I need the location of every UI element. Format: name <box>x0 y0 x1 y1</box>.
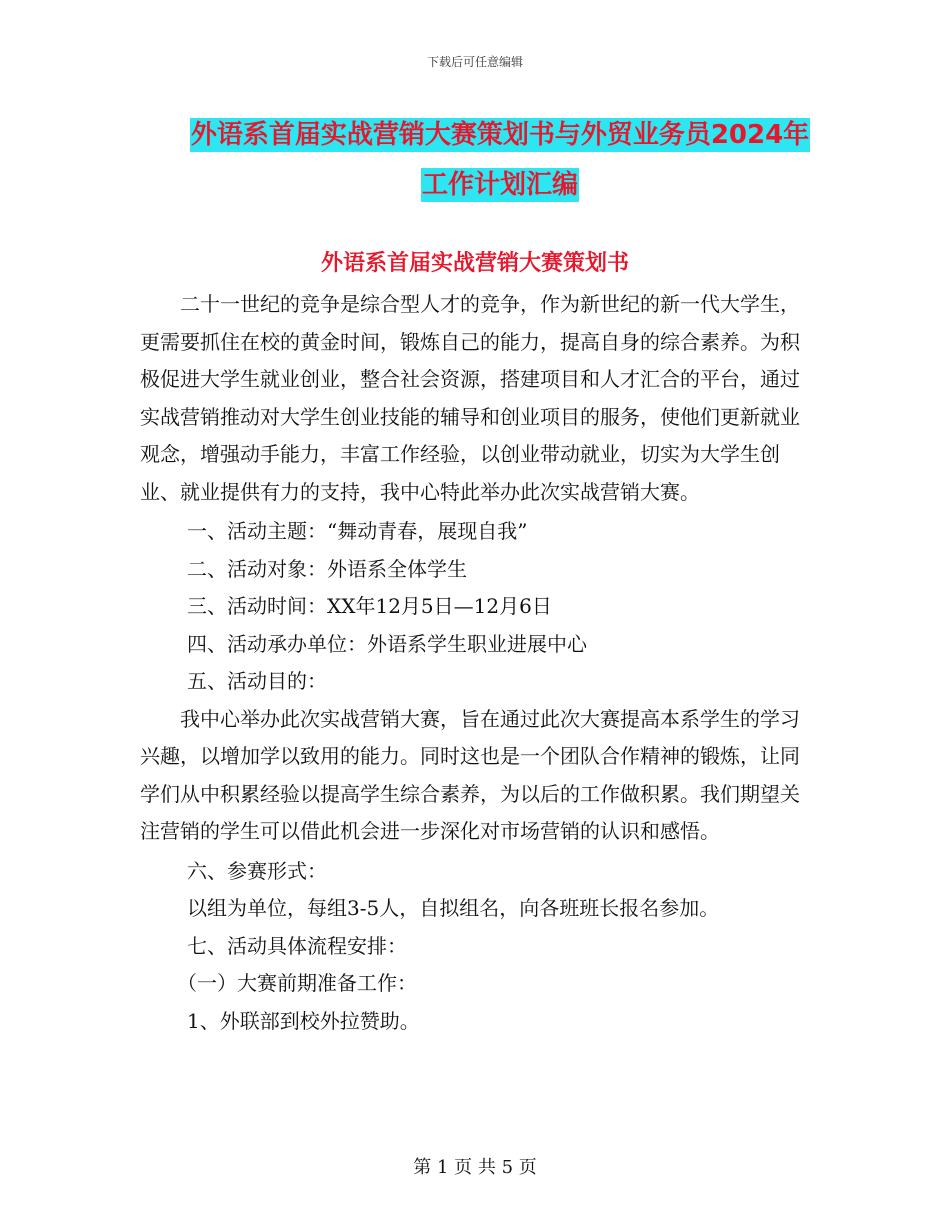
title-line-1: 外语系首届实战营销大赛策划书与外贸业务员2024年 <box>190 120 810 150</box>
document-body <box>140 286 812 1040</box>
document-title <box>140 110 860 210</box>
section-title: 外语系首届实战营销大赛策划书 <box>320 251 629 276</box>
sub-heading-preparation: （一）大赛前期准备工作： <box>177 971 417 995</box>
item-organizer: 四、活动承办单位：外语系学生职业进展中心 <box>187 631 587 656</box>
title-line-2: 工作计划汇编 <box>421 170 578 200</box>
item-format-heading: 六、参赛形式： <box>187 858 327 883</box>
item-time: 三、活动时间：XX年12月5日—12月6日 <box>187 594 552 618</box>
item-audience: 二、活动对象：外语系全体学生 <box>187 556 467 581</box>
step-sponsorship: 1、外联部到校外拉赞助。 <box>187 1008 420 1033</box>
intro-paragraph: 二十一世纪的竞争是综合型人才的竞争，作为新世纪的新一代大学生，更需要抓住在校的黄金时间，锻炼自己的能力，提高自身的综合素养。为积极促进大学生就业创业，整合社会资源，搭建项目和人才汇合的平台，通过实战营销推动对大学生创业技能的辅导和创业项目的服务，使他们更新就业观念，增强动手能力，丰富工作经验，以创业带动就业，切实为大学生创业、就业提供有力的支持，我中心特此举办此次实战营销大赛。 <box>140 292 800 504</box>
header-note: 下载后可任意编辑 <box>426 55 523 69</box>
format-paragraph: 以组为单位，每组3-5人，自拟组名，向各班班长报名参加。 <box>187 896 720 920</box>
item-purpose-heading: 五、活动目的： <box>187 669 327 693</box>
item-schedule-heading: 七、活动具体流程安排： <box>187 933 407 958</box>
purpose-paragraph: 我中心举办此次实战营销大赛，旨在通过此次大赛提高本系学生的学习兴趣，以增加学以致用的能力。同时这也是一个团队合作精神的锻炼，让同学们从中积累经验以提高学生综合素养，为以后的工作做积累。我们期望关注营销的学生可以借此机会进一步深化对市场营销的认识和感悟。 <box>140 706 800 843</box>
item-theme: 一、活动主题：“舞动青春，展现自我” <box>187 519 528 543</box>
page-footer: 第 1 页 共 5 页 <box>413 1157 537 1178</box>
